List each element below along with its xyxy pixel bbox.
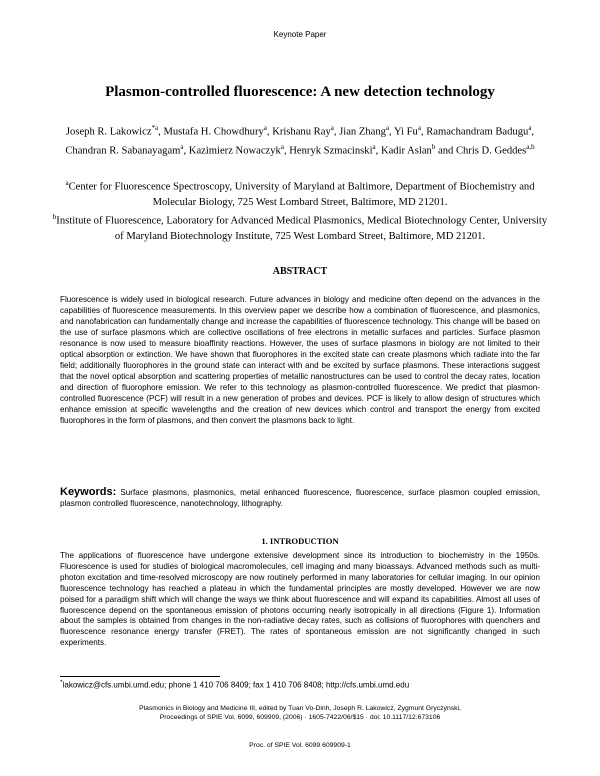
keywords-block bbox=[60, 487, 540, 509]
author-name: Krishanu Ray bbox=[272, 126, 331, 138]
author-affiliation-mark: a bbox=[372, 143, 376, 152]
author-name: Chandran R. Sabanayagam bbox=[65, 145, 181, 157]
author-affiliation-mark: a bbox=[263, 124, 267, 132]
author-affiliation-mark: a bbox=[417, 124, 421, 132]
affiliation-entry bbox=[52, 176, 548, 210]
author-affiliation-mark: a bbox=[385, 124, 390, 132]
citation-line-1: Plasmonics in Biology and Medicine III, edited by Tuan Vo-Dinh, Joseph R. Lakowicz, Zygmunt Gryczynski, bbox=[139, 705, 461, 712]
author-name: Kazimierz Nowaczyk bbox=[188, 145, 281, 157]
affiliation-mark: a bbox=[65, 179, 69, 187]
citation-line-2: Proceedings of SPIE Vol. 6099, 609909, (2006) · 1605-7422/06/$15 · doi: 10.1117/12.673106 bbox=[159, 713, 441, 721]
keywords-list: Surface plasmons, plasmonics, metal enhanced fluorescence, fluorescence, surface plasmon coupled emission, plasmon controlled fluorescence, nanotechnology, lithography. bbox=[60, 488, 540, 508]
affiliation-text: Institute of Fluorescence, Laboratory for Advanced Medical Plasmonics, Medical Biotechnology Center, University of Maryland Biotechnology Institute, 725 West Lombard Street, Baltimore, MD 21201. bbox=[56, 215, 548, 242]
affiliation-mark: b bbox=[52, 212, 57, 221]
author-affiliation-mark: *a bbox=[151, 124, 159, 132]
footnote-divider bbox=[60, 676, 220, 677]
author-affiliation-mark: a bbox=[180, 143, 184, 152]
abstract-heading: ABSTRACT bbox=[272, 266, 328, 277]
introduction-heading: 1. INTRODUCTION bbox=[261, 536, 339, 546]
footnote-text: lakowicz@cfs.umbi.umd.edu; phone 1 410 706 8409; fax 1 410 706 8408; http://cfs.umbi.umd.edu bbox=[62, 680, 410, 690]
author-affiliation-mark: a bbox=[280, 143, 284, 152]
author-name: Ramachandram Badugu bbox=[426, 126, 529, 138]
author-name: Joseph R. Lakowicz bbox=[65, 126, 152, 138]
author-name: Yi Fu bbox=[393, 126, 418, 138]
author-name: Henryk Szmacinski bbox=[289, 145, 373, 157]
author-list: Joseph R. Lakowicz$^{*a}$, Mustafa H. Chowdhury$^a$, Krishanu Ray$^a$, Jian Zhang$^a$, Yi Fu$^a$, Ramachandram Badugu$^a$, Chandran R. Sabanayagam$^a$, Kazimierz Nowaczyk$^a$, Henryk Szmacinski$^a$, Kadir Aslan$^b$ and Chris D. Geddes$^{a,b}$ bbox=[65, 124, 535, 157]
author-name: Chris D. Geddes bbox=[455, 145, 527, 157]
affiliations bbox=[52, 176, 548, 244]
footnote-mark: * bbox=[60, 679, 63, 686]
author-affiliation-mark: b bbox=[431, 143, 436, 152]
abstract-text: Fluorescence is widely used in biological research. Future advances in biology and medicine often depend on the advances in the capabilities of fluorescence measurements. In this overview paper we describe how a combination of fluorescence, and plasmonics, and nanofabrication can fundamentally change and increase the capabilities of fluorescence technology. This change will be based on the use of surface plasmons which are collective oscillations of free electrons in metallic surfaces and particles. Surface plasmon resonance is now used to measure bioaffinity reactions. However, the uses of surface plasmons in biology are not limited to their optical absorption or extinction. We have shown that fluorophores in the excited state can create plasmons which radiate into the far field; additionally fluorophores in the ground state can interact with and be excited by surface plasmons. These interactions suggest that the novel optical absorption and scattering properties of metallic nanostructures can be used to control the decay rates, location and direction of fluorophore emission. We refer to this technology as plasmon-controlled fluorescence. We predict that plasmon-controlled fluorescence (PCF) will result in a new generation of probes and devices. PCF is likely to allow design of structures which enhance emission at specific wavelengths and the creation of new devices which control and transport the energy from excited fluorophores in the form of plasmons, and then convert the plasmons back to light. bbox=[60, 295, 540, 425]
paper-title: Plasmon-controlled fluorescence: A new detection technology bbox=[105, 84, 495, 100]
author-name: Jian Zhang bbox=[339, 126, 386, 138]
introduction-text: The applications of fluorescence have undergone extensive development since its introduction to biochemistry in the 1950s. Fluorescence is used for studies of biological macromolecules, cell imaging and many bioassays. Advanced methods such as multi-photon excitation and time-resolved microscopy are now routinely performed in many laboratories for cellular imaging. In our opinion fluorescence technology has reached a plateau in which the fundamental principles are mostly developed. However we are now poised for a paradigm shift which will change the ways we think about fluorescence and will expand its capabilities. Almost all uses of fluorescence depend on the spontaneous emission of photons occurring nearly isotropically in all directions (Figure 1). Information about the samples is obtained from changes in the non-radiative decay rates, such as collisions of fluorophores with quenchers and fluorescence resonance energy transfer (FRET). The rates of spontaneous emission are not significantly changed in such experiments. bbox=[60, 551, 540, 648]
affiliation-entry bbox=[52, 210, 548, 244]
footnote bbox=[60, 679, 540, 690]
author-affiliation-mark: a bbox=[528, 124, 532, 132]
author-affiliation-mark: a bbox=[330, 124, 334, 132]
page-footer: Proc. of SPIE Vol. 6099 609909-1 bbox=[249, 742, 351, 749]
affiliation-text: Center for Fluorescence Spectroscopy, University of Maryland at Baltimore, Department of Biochemistry and Molecular Biology, 725 West Lombard Street, Baltimore, MD 21201. bbox=[68, 181, 535, 208]
running-header: Keynote Paper bbox=[273, 30, 327, 39]
author-affiliation-mark: a,b bbox=[526, 143, 535, 152]
author-name: Kadir Aslan bbox=[380, 145, 432, 157]
author-name: Mustafa H. Chowdhury bbox=[163, 126, 264, 138]
keywords-label: Keywords: bbox=[60, 486, 117, 498]
citation-block bbox=[60, 705, 540, 723]
